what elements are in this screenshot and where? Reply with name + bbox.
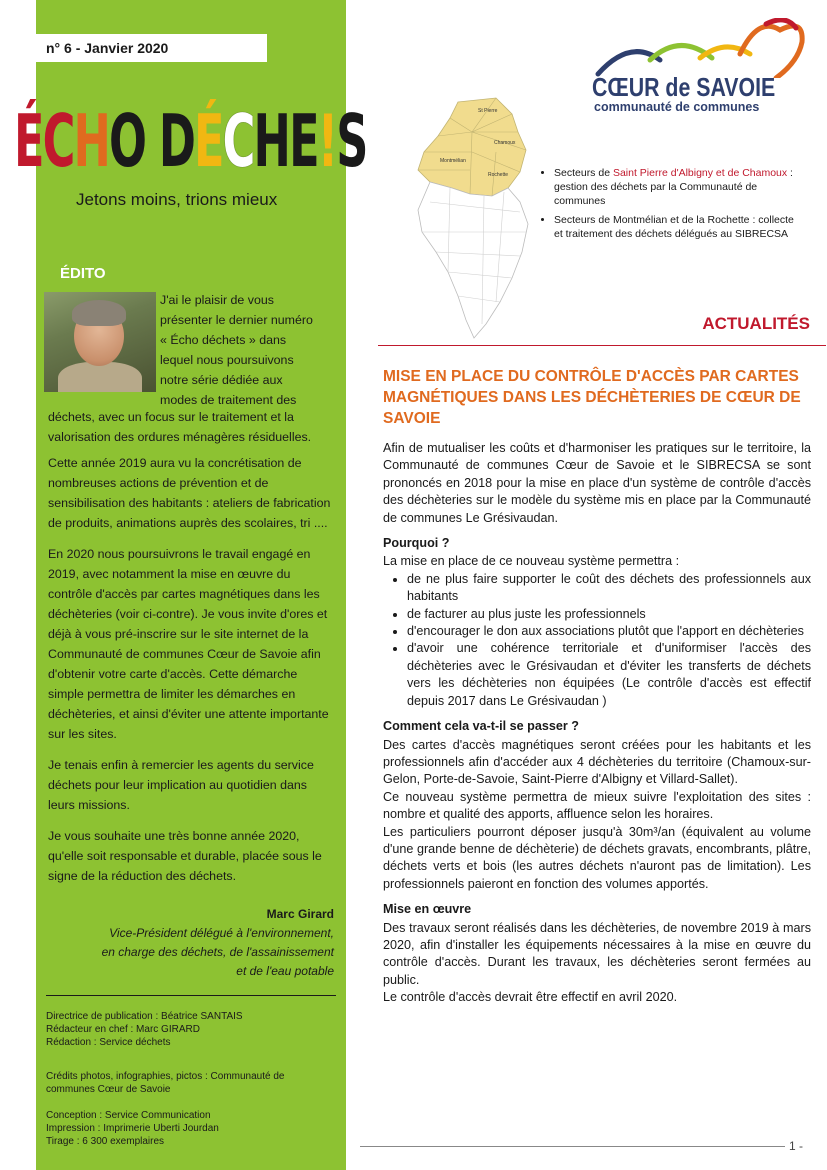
author-photo: [44, 292, 156, 392]
masthead-letter: S: [336, 99, 367, 183]
works-paragraph: Le contrôle d'accès devrait être effectif en avril 2020.: [383, 990, 678, 1005]
masthead-letter: É: [14, 99, 43, 183]
masthead-letter: H: [73, 99, 110, 183]
works-paragraphs: [383, 920, 811, 1007]
territory-map: [400, 92, 540, 342]
credits-line: communes Cœur de Savoie: [46, 1084, 171, 1095]
masthead-letter: É: [194, 99, 223, 183]
issue-number: n° 6 - Janvier 2020: [36, 34, 267, 62]
credits-line: Tirage : 6 300 exemplaires: [46, 1136, 165, 1147]
credits-line: Rédaction : Service déchets: [46, 1037, 171, 1048]
masthead-letter: C: [42, 99, 74, 183]
masthead-letter: !: [317, 99, 337, 183]
masthead-letter: E: [289, 99, 318, 183]
sectors-legend: [538, 166, 800, 246]
how-paragraph: Ce nouveau système permettra de mieux suivre l'exploitation des sites : nombre et qualité des apports, affluence selon les horaires.: [383, 789, 811, 822]
edito-intro-continued: déchets, avec un focus sur le traitement et la valorisation des ordures ménagères résiduelles.: [48, 410, 312, 444]
how-heading: Comment cela va-t-il se passer ?: [383, 719, 579, 734]
sector-item: • Secteurs de Saint Pierre d'Albigny et de Chamoux : gestion des déchets par la Communauté de communes: [554, 166, 800, 208]
how-paragraph: Des cartes d'accès magnétiques seront créées pour les habitants et les professionnels afin d'accéder aux 4 déchèteries du territoire (Chamoux-sur-Gelon, Porte-de-Savoie, Saint-Pierre d'Albigny et Villard-Sallet).: [383, 737, 811, 787]
why-list-item: • de facturer au plus juste les professionnels: [407, 606, 811, 623]
how-paragraph: Les particuliers pourront déposer jusqu'à 30m³/an (équivalent au volume d'une grande benne de déchèterie) de déchets gravats, encombrants, plâtre, déchets verts et bois (les autres déchets n'auront pas de limitation). Les professionnels paieront en fonction des volumes apportés.: [383, 824, 811, 891]
page-number: 1 -: [789, 1139, 804, 1153]
edito-intro-line: « Écho déchets » dans: [160, 333, 287, 347]
edito-intro-line: notre série dédiée aux: [160, 373, 283, 387]
how-paragraphs: [383, 737, 811, 894]
works-paragraph: Des travaux seront réalisés dans les déchèteries, de novembre 2019 à mars 2020, afin d'installer les équipements nécessaires à la mise en œuvre du contrôle d'accès. Durant les travaux, les déchèteries seront fermées au public.: [383, 920, 811, 987]
article-intro: Afin de mutualiser les coûts et d'harmoniser les pratiques sur le territoire, la Communauté de communes Cœur de Savoie et le SIBRECSA se sont prononcés en 2018 pour la mise en place d'un système de contrôle d'accès des déchèteries sur le modèle du système mis en place par la Communauté de communes Le Grésivaudan.: [383, 441, 811, 525]
masthead-letter: D: [158, 99, 195, 183]
masthead-letter: [145, 96, 159, 186]
section-divider: [378, 345, 826, 346]
edito-intro-line: modes de traitement des: [160, 393, 297, 407]
edito-paragraph: Je tenais enfin à remercier les agents du service déchets pour leur implication au quotidien dans leurs missions.: [48, 758, 314, 812]
map-label-st-pierre: St Pierre: [478, 108, 498, 114]
article-body: [383, 440, 811, 1007]
why-lead: La mise en place de ce nouveau système permettra :: [383, 554, 680, 569]
why-list-item: • d'avoir une cohérence territoriale et d'uniformiser l'accès des déchèteries avec le Grésivaudan et d'éviter les transferts de déchets vers les déchèteries non équipées (Le contrôle d'accès est effectif depuis 2017 dans Le Grésivaudan ): [407, 640, 811, 710]
coeur-de-savoie-logo: [590, 18, 820, 118]
signature-name: Marc Girard: [266, 907, 334, 921]
edito-paragraph: En 2020 nous poursuivrons le travail engagé en 2019, avec notamment la mise en œuvre du contrôle d'accès par cartes magnétiques dans les déchèteries (voir ci-contre). Je vous invite d'ores et déjà à vous pré-inscrire sur le site internet de la Communauté de communes Cœur de Savoie afin d'obtenir votre carte d'accès. Cette démarche simple permettra de limiter les démarches en déchèteries, et ainsi d'éviter une attente importante sur les sites.: [48, 547, 329, 741]
section-title: ACTUALITÉS: [702, 314, 810, 333]
why-list: [383, 571, 811, 710]
signature: [46, 905, 334, 981]
edito-intro-line: J'ai le plaisir de vous: [160, 293, 274, 307]
logo-hills-icon: [590, 18, 820, 78]
credits-photos: [46, 1070, 336, 1096]
credits-divider: [46, 995, 336, 996]
sector-item: • Secteurs de Montmélian et de la Rochette : collecte et traitement des déchets délégués au SIBRECSA: [554, 213, 800, 241]
edito-body: [48, 453, 334, 897]
why-list-item: • d'encourager le don aux associations plutôt que l'apport en déchèteries: [407, 623, 811, 640]
credits-line: Directrice de publication : Béatrice SANTAIS: [46, 1011, 243, 1022]
masthead-letter: H: [253, 99, 290, 183]
masthead-letter: O: [109, 99, 146, 183]
map-label-rochette: Rochette: [488, 172, 509, 178]
sector-highlight: Saint Pierre d'Albigny et de Chamoux: [612, 167, 788, 179]
edito-paragraph: Je vous souhaite une très bonne année 2020, qu'elle soit responsable et durable, placée sous le signe de la réduction des déchets.: [48, 829, 322, 883]
edito-intro-line: lequel nous poursuivons: [160, 353, 294, 367]
credits-line: Conception : Service Communication: [46, 1110, 211, 1121]
masthead-title: [14, 96, 367, 186]
signature-role-line: Vice-Président délégué à l'environnement,: [109, 926, 334, 940]
credits-line: Impression : Imprimerie Uberti Jourdan: [46, 1123, 219, 1134]
logo-brand: CŒUR de SAVOIE: [592, 72, 776, 102]
edito-intro: [160, 290, 340, 410]
why-list-item: • de ne plus faire supporter le coût des déchets des professionnels aux habitants: [407, 571, 811, 606]
credits-production: [46, 1109, 336, 1148]
works-heading: Mise en œuvre: [383, 902, 472, 917]
map-label-chamoux: Chamoux: [494, 140, 516, 146]
signature-role-line: en charge des déchets, de l'assainissement: [101, 945, 334, 959]
credits-line: Rédacteur en chef : Marc GIRARD: [46, 1024, 200, 1035]
edito-intro-line: présenter le dernier numéro: [160, 313, 313, 327]
signature-role: [46, 924, 334, 981]
footer-divider: [360, 1146, 785, 1147]
signature-role-line: et de l'eau potable: [236, 964, 334, 978]
credits-line: Crédits photos, infographies, pictos : Communauté de: [46, 1071, 285, 1082]
map-label-montmelian: Montmélian: [440, 158, 466, 164]
tagline: Jetons moins, trions mieux: [76, 190, 278, 209]
edito-paragraph: Cette année 2019 aura vu la concrétisation de nombreuses actions de prévention et de sensibilisation des habitants : ateliers de fabrication de produits, animations auprès des scolaires, tri ....: [48, 456, 331, 530]
logo-subtitle: communauté de communes: [594, 100, 760, 114]
edito-heading: ÉDITO: [60, 265, 106, 282]
article-title: MISE EN PLACE DU CONTRÔLE D'ACCÈS PAR CARTES MAGNÉTIQUES DANS LES DÉCHÈTERIES DE CŒUR DE SAVOIE: [383, 368, 801, 427]
credits-publication: [46, 1010, 336, 1049]
masthead-letter: C: [222, 99, 254, 183]
why-heading: Pourquoi ?: [383, 536, 450, 551]
